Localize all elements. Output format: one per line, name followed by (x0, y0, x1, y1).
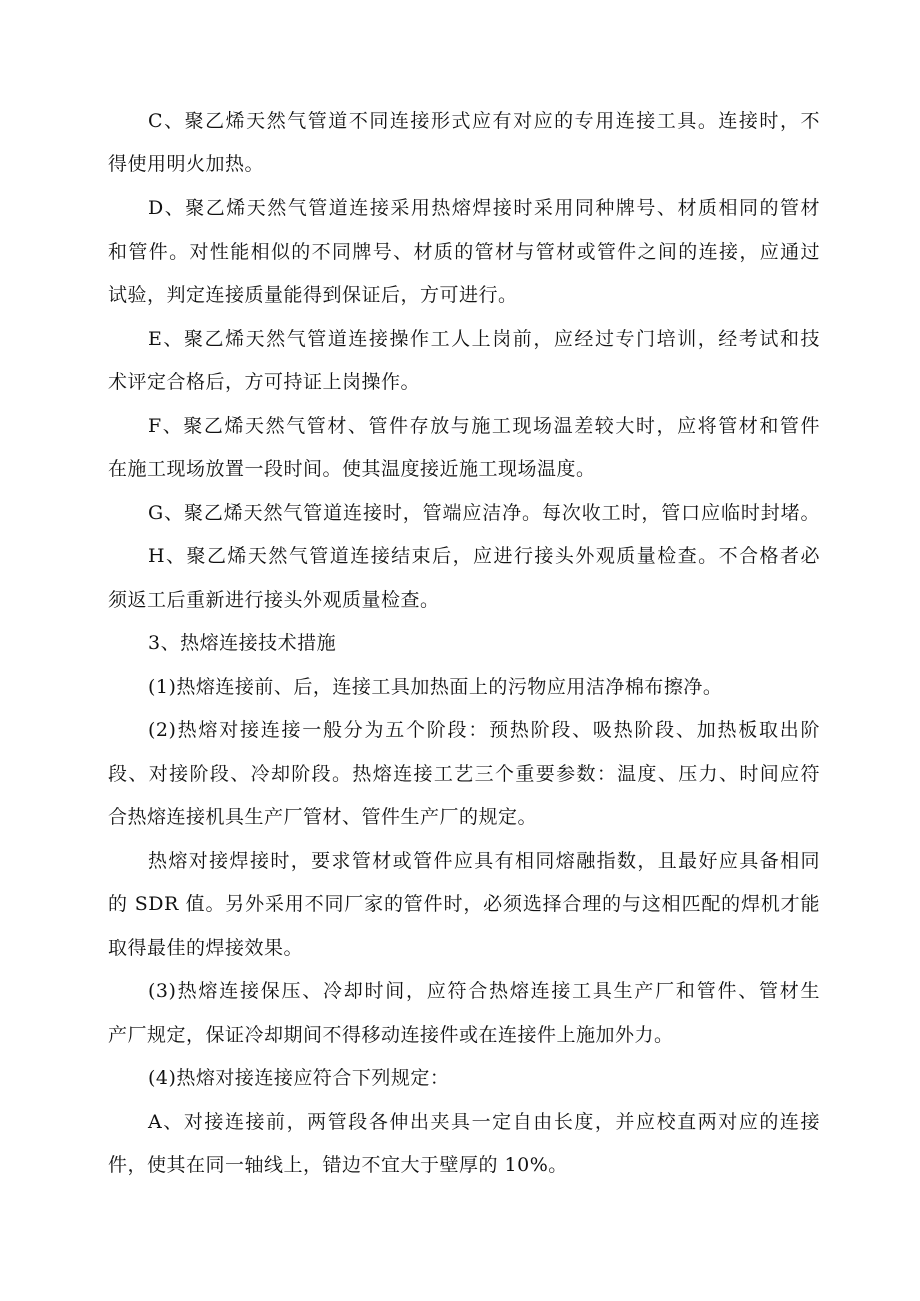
para-sdr-line-1: 热熔对接焊接时，要求管材或管件应具有相同熔融指数，且最好应具备相同 (148, 850, 820, 872)
para-2-line-1: (2)热熔对接连接一般分为五个阶段：预热阶段、吸热阶段、加热板取出阶 (148, 719, 820, 741)
para-3-line-1: (3)热熔连接保压、冷却时间，应符合热熔连接工具生产厂和管件、管材生 (148, 980, 820, 1002)
para-h-line-2: 须返工后重新进行接头外观质量检查。 (108, 589, 440, 611)
para-f-line-2: 在施工现场放置一段时间。使其温度接近施工现场温度。 (108, 458, 596, 480)
para-d-line-2: 和管件。对性能相似的不同牌号、材质的管材与管材或管件之间的连接，应通过 (108, 241, 820, 263)
para-2-line-2: 段、对接阶段、冷却阶段。热熔连接工艺三个重要参数：温度、压力、时间应符 (108, 763, 820, 785)
para-1-line-1: (1)热熔连接前、后，连接工具加热面上的污物应用洁净棉布擦净。 (148, 676, 723, 698)
para-e-line-2: 术评定合格后，方可持证上岗操作。 (108, 371, 421, 393)
para-h-line-1: H、聚乙烯天然气管道连接结束后，应进行接头外观质量检查。不合格者必 (148, 545, 820, 567)
para-2-line-3: 合热熔连接机具生产厂管材、管件生产厂的规定。 (108, 806, 538, 828)
para-4-line-1: (4)热熔对接连接应符合下列规定： (148, 1067, 450, 1089)
para-sdr-line-3: 取得最佳的焊接效果。 (108, 937, 304, 959)
para-e-line-1: E、聚乙烯天然气管道连接操作工人上岗前，应经过专门培训，经考试和技 (148, 328, 820, 350)
para-c-line-2: 得使用明火加热。 (108, 153, 265, 175)
para-a-line-2: 件，使其在同一轴线上，错边不宜大于壁厚的 10%。 (108, 1154, 568, 1176)
para-sdr-line-2: 的 SDR 值。另外采用不同厂家的管件时，必须选择合理的与这相匹配的焊机才能 (108, 893, 820, 915)
para-c-line-1: C、聚乙烯天然气管道不同连接形式应有对应的专用连接工具。连接时，不 (148, 110, 820, 132)
para-a-line-1: A、对接连接前，两管段各伸出夹具一定自由长度，并应校直两对应的连接 (148, 1111, 820, 1133)
section-heading-3: 3、热熔连接技术措施 (148, 632, 337, 654)
para-g-line-1: G、聚乙烯天然气管道连接时，管端应洁净。每次收工时，管口应临时封堵。 (148, 502, 820, 524)
para-f-line-1: F、聚乙烯天然气管材、管件存放与施工现场温差较大时，应将管材和管件 (148, 415, 820, 437)
para-d-line-3: 试验，判定连接质量能得到保证后，方可进行。 (108, 284, 518, 306)
para-3-line-2: 产厂规定，保证冷却期间不得移动连接件或在连接件上施加外力。 (108, 1024, 674, 1046)
para-d-line-1: D、聚乙烯天然气管道连接采用热熔焊接时采用同种牌号、材质相同的管材 (148, 197, 820, 219)
